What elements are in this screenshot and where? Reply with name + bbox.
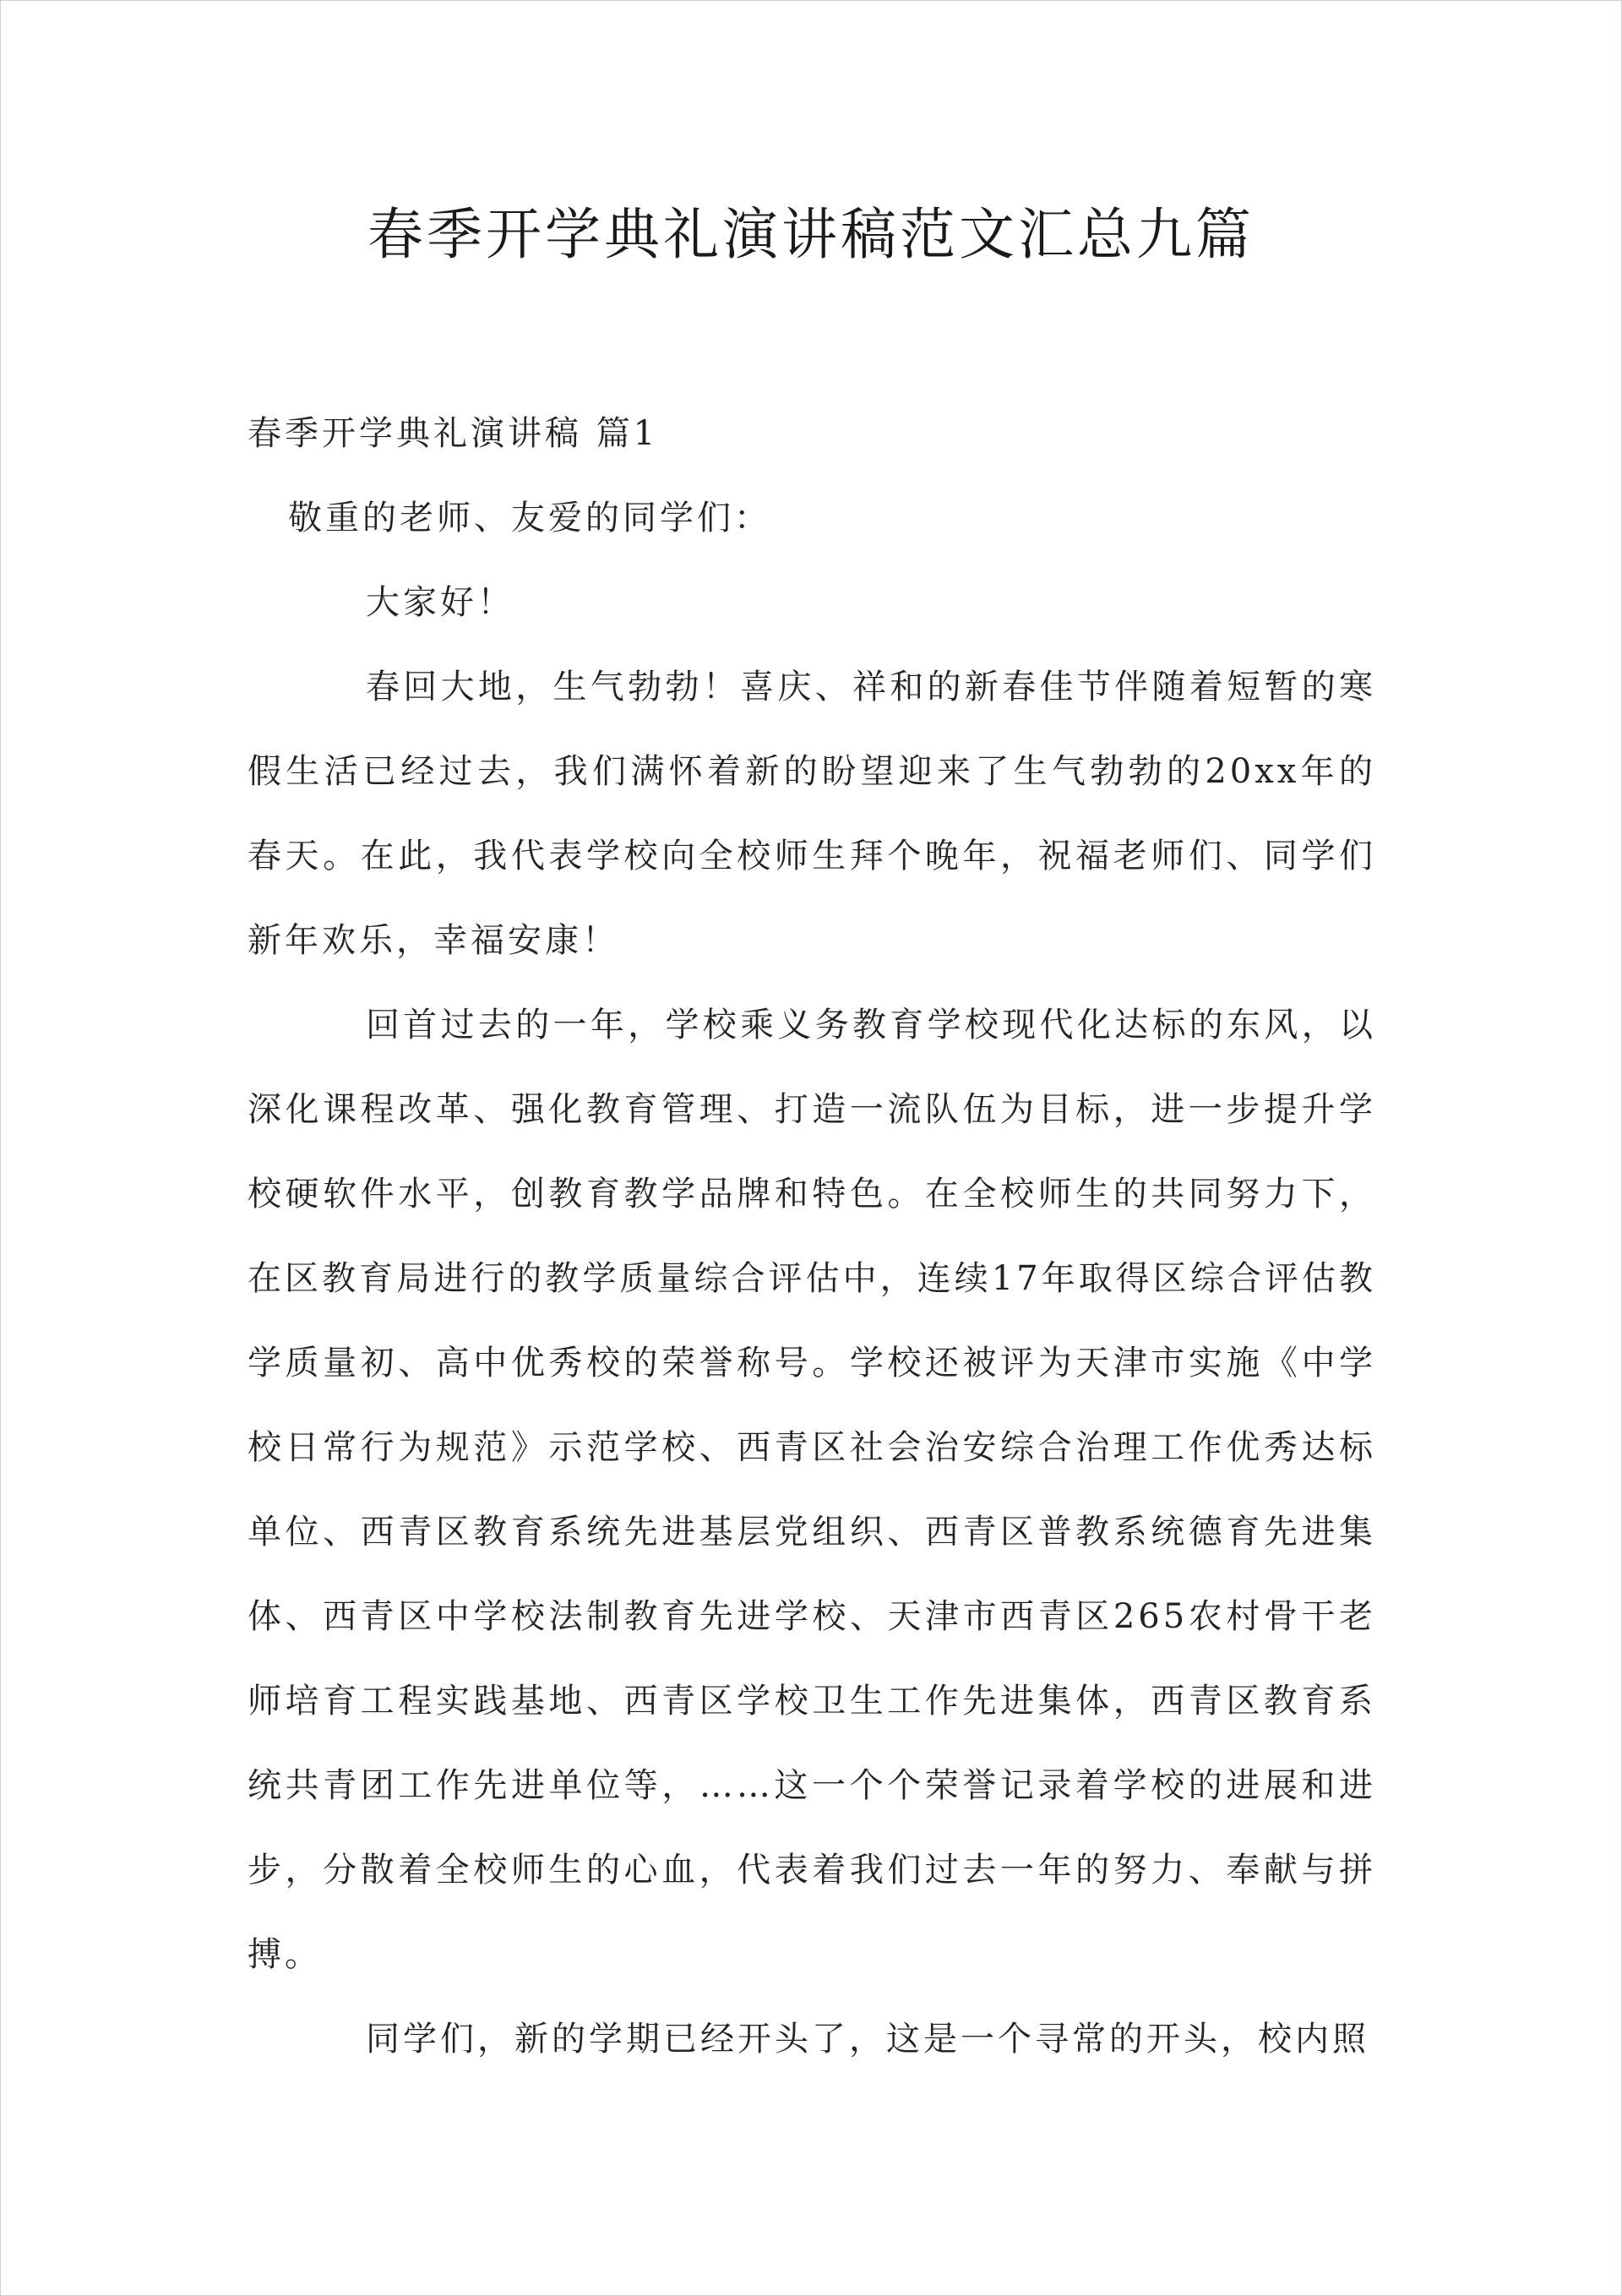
section-heading: 春季开学典礼演讲稿 篇1 <box>248 414 659 453</box>
document-body <box>248 391 1376 2081</box>
paragraph-3: 同学们，新的学期已经开头了，这是一个寻常的开头，校内照 <box>366 2020 1369 2059</box>
greeting-line: 大家好！ <box>366 583 514 622</box>
paragraph-2: 回首过去的一年，学校乘义务教育学校现代化达标的东风，以深化课程改革、强化教育管理、打造一流队伍为目标，进一步提升学校硬软件水平，创教育教学品牌和特色。在全校师生的共同努力下，在区教育局进行的教学质量综合评估中，连续17年取得区综合评估教学质量初、高中优秀校的荣誉称号。学校还被评为天津市实施《中学校日常行为规范》示范学校、西青区社会治安综合治理工作优秀达标单位、西青区教育系统先进基层党组织、西青区普教系统德育先进集体、西青区中学校法制教育先进学校、天津市西青区265农村骨干老师培育工程实践基地、西青区学校卫生工作先进集体，西青区教育系统共青团工作先进单位等，……这一个个荣誉记录着学校的进展和进步，分散着全校师生的心血，代表着我们过去一年的努力、奉献与拼搏。 <box>248 1006 1376 1974</box>
paragraph-1: 春回大地，生气勃勃！喜庆、祥和的新春佳节伴随着短暂的寒假生活已经过去，我们满怀着新的盼望迎来了生气勃勃的20xx年的春天。在此，我代表学校向全校师生拜个晚年，祝福老师们、同学们新年欢乐，幸福安康！ <box>248 668 1376 960</box>
document-title: 春季开学典礼演讲稿范文汇总九篇 <box>367 202 1255 267</box>
salutation: 敬重的老师、友爱的同学们： <box>288 499 771 537</box>
